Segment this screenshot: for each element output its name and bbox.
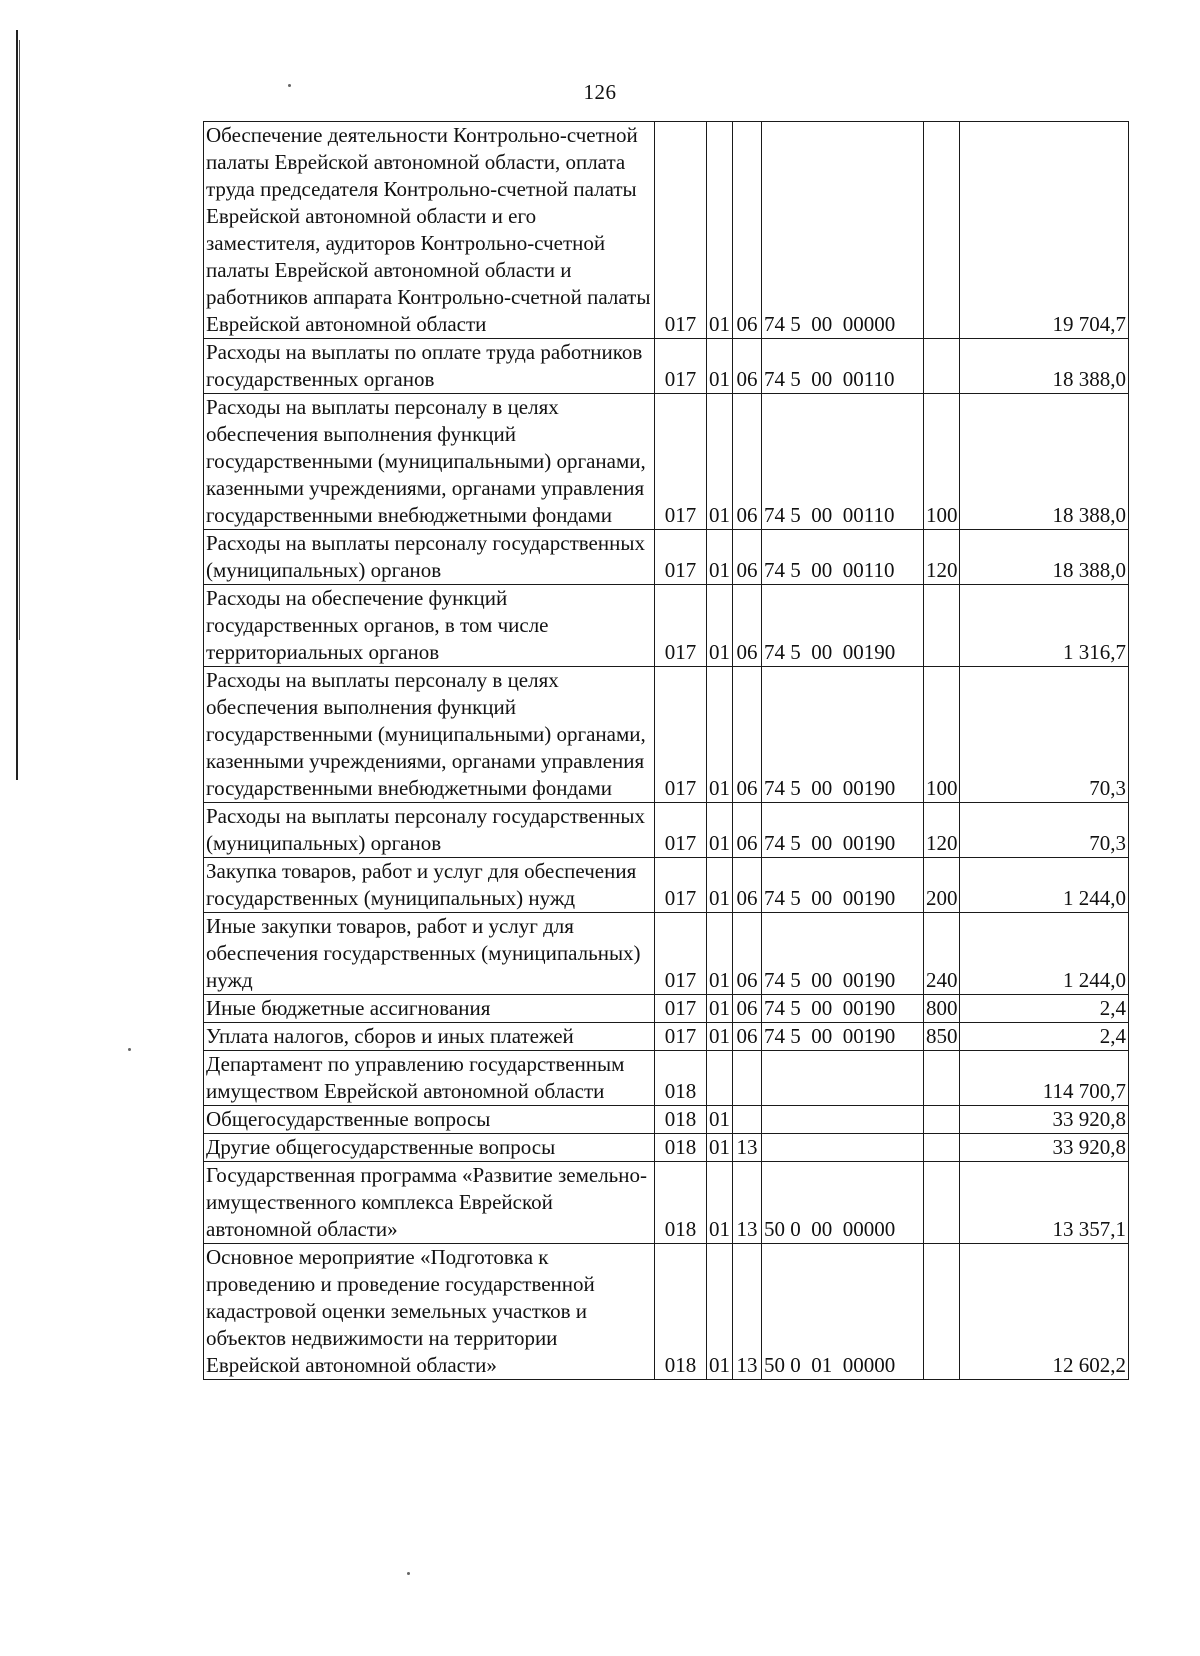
expense-type-cell	[924, 585, 960, 667]
target-article-cell	[762, 1051, 924, 1106]
table-row	[204, 858, 1129, 913]
grbs-cell: 017	[655, 394, 707, 530]
amount-cell: 70,3	[960, 803, 1129, 858]
expense-type-cell	[924, 1106, 960, 1134]
expense-type-cell: 100	[924, 394, 960, 530]
grbs-cell: 018	[655, 1244, 707, 1380]
target-article-cell: 74 5 00 00110	[762, 339, 924, 394]
grbs-cell: 017	[655, 530, 707, 585]
row-name-cell: Иные бюджетные ассигнования	[204, 995, 655, 1023]
grbs-cell: 017	[655, 1023, 707, 1051]
section-cell: 01	[707, 1106, 733, 1134]
scan-speck	[407, 1572, 410, 1575]
expense-type-cell: 240	[924, 913, 960, 995]
section-cell: 01	[707, 803, 733, 858]
expense-type-cell	[924, 339, 960, 394]
amount-cell: 114 700,7	[960, 1051, 1129, 1106]
target-article-cell	[762, 1106, 924, 1134]
subsection-cell: 06	[733, 122, 762, 339]
amount-cell: 13 357,1	[960, 1162, 1129, 1244]
row-name-cell: Расходы на выплаты персоналу государственных (муниципальных) органов	[204, 530, 655, 585]
amount-cell: 33 920,8	[960, 1134, 1129, 1162]
section-cell: 01	[707, 122, 733, 339]
table-row	[204, 339, 1129, 394]
target-article-cell: 74 5 00 00190	[762, 995, 924, 1023]
section-cell: 01	[707, 995, 733, 1023]
table-row	[204, 995, 1129, 1023]
subsection-cell: 06	[733, 1023, 762, 1051]
row-name-cell: Закупка товаров, работ и услуг для обеспечения государственных (муниципальных) нужд	[204, 858, 655, 913]
scan-margin-line-thin	[19, 40, 20, 640]
amount-cell: 1 244,0	[960, 913, 1129, 995]
scan-margin-line	[16, 30, 18, 780]
section-cell: 01	[707, 530, 733, 585]
target-article-cell: 74 5 00 00110	[762, 394, 924, 530]
grbs-cell: 017	[655, 803, 707, 858]
row-name-cell: Государственная программа «Развитие земельно-имущественного комплекса Еврейской автономной области»	[204, 1162, 655, 1244]
table-row	[204, 913, 1129, 995]
expense-type-cell	[924, 1134, 960, 1162]
subsection-cell: 06	[733, 530, 762, 585]
amount-cell: 33 920,8	[960, 1106, 1129, 1134]
amount-cell: 12 602,2	[960, 1244, 1129, 1380]
subsection-cell	[733, 1051, 762, 1106]
table-row	[204, 1106, 1129, 1134]
subsection-cell: 06	[733, 803, 762, 858]
expense-type-cell	[924, 1051, 960, 1106]
grbs-cell: 017	[655, 995, 707, 1023]
subsection-cell: 06	[733, 394, 762, 530]
subsection-cell: 06	[733, 913, 762, 995]
table-row	[204, 667, 1129, 803]
table-row	[204, 585, 1129, 667]
amount-cell: 1 316,7	[960, 585, 1129, 667]
grbs-cell: 018	[655, 1134, 707, 1162]
row-name-cell: Основное мероприятие «Подготовка к проведению и проведение государственной кадастровой оценки земельных участков и объектов недвижимости на территории Еврейской автономной области»	[204, 1244, 655, 1380]
amount-cell: 19 704,7	[960, 122, 1129, 339]
grbs-cell: 018	[655, 1051, 707, 1106]
section-cell: 01	[707, 1244, 733, 1380]
expense-type-cell: 800	[924, 995, 960, 1023]
table-row	[204, 1051, 1129, 1106]
subsection-cell: 13	[733, 1244, 762, 1380]
subsection-cell: 06	[733, 585, 762, 667]
section-cell: 01	[707, 394, 733, 530]
table-row	[204, 1134, 1129, 1162]
target-article-cell: 74 5 00 00000	[762, 122, 924, 339]
grbs-cell: 017	[655, 667, 707, 803]
subsection-cell: 06	[733, 339, 762, 394]
budget-table-body	[204, 122, 1129, 1380]
subsection-cell: 13	[733, 1162, 762, 1244]
target-article-cell: 74 5 00 00190	[762, 913, 924, 995]
target-article-cell: 74 5 00 00190	[762, 1023, 924, 1051]
amount-cell: 1 244,0	[960, 858, 1129, 913]
row-name-cell: Расходы на выплаты персоналу в целях обеспечения выполнения функций государственными (муниципальными) органами, казенными учреждениями, органами управления государственными внебюджетными фондами	[204, 667, 655, 803]
section-cell: 01	[707, 1023, 733, 1051]
subsection-cell: 06	[733, 667, 762, 803]
row-name-cell: Обеспечение деятельности Контрольно-счетной палаты Еврейской автономной области, оплата труда председателя Контрольно-счетной палаты Еврейской автономной области и его заместителя, аудиторов Контрольно-счетной палаты Еврейской автономной области и работников аппарата Контрольно-счетной палаты Еврейской автономной области	[204, 122, 655, 339]
target-article-cell: 74 5 00 00190	[762, 585, 924, 667]
expense-type-cell: 100	[924, 667, 960, 803]
subsection-cell	[733, 1106, 762, 1134]
section-cell: 01	[707, 1162, 733, 1244]
page-number: 126	[583, 80, 617, 104]
target-article-cell: 74 5 00 00190	[762, 858, 924, 913]
section-cell: 01	[707, 339, 733, 394]
table-row	[204, 1244, 1129, 1380]
target-article-cell: 50 0 00 00000	[762, 1162, 924, 1244]
subsection-cell: 06	[733, 858, 762, 913]
row-name-cell: Расходы на выплаты персоналу государственных (муниципальных) органов	[204, 803, 655, 858]
expense-type-cell	[924, 122, 960, 339]
section-cell: 01	[707, 667, 733, 803]
table-row	[204, 122, 1129, 339]
expense-type-cell	[924, 1162, 960, 1244]
section-cell: 01	[707, 858, 733, 913]
expense-type-cell: 120	[924, 803, 960, 858]
row-name-cell: Расходы на выплаты персоналу в целях обеспечения выполнения функций государственными (муниципальными) органами, казенными учреждениями, органами управления государственными внебюджетными фондами	[204, 394, 655, 530]
amount-cell: 18 388,0	[960, 530, 1129, 585]
grbs-cell: 017	[655, 585, 707, 667]
section-cell: 01	[707, 1134, 733, 1162]
section-cell: 01	[707, 585, 733, 667]
grbs-cell: 017	[655, 122, 707, 339]
row-name-cell: Уплата налогов, сборов и иных платежей	[204, 1023, 655, 1051]
grbs-cell: 017	[655, 913, 707, 995]
grbs-cell: 018	[655, 1162, 707, 1244]
target-article-cell: 74 5 00 00110	[762, 530, 924, 585]
table-row	[204, 803, 1129, 858]
section-cell: 01	[707, 913, 733, 995]
grbs-cell: 017	[655, 858, 707, 913]
expense-type-cell: 200	[924, 858, 960, 913]
subsection-cell: 06	[733, 995, 762, 1023]
row-name-cell: Департамент по управлению государственным имуществом Еврейской автономной области	[204, 1051, 655, 1106]
section-cell	[707, 1051, 733, 1106]
target-article-cell	[762, 1134, 924, 1162]
table-row	[204, 394, 1129, 530]
grbs-cell: 017	[655, 339, 707, 394]
grbs-cell: 018	[655, 1106, 707, 1134]
row-name-cell: Расходы на выплаты по оплате труда работников государственных органов	[204, 339, 655, 394]
amount-cell: 2,4	[960, 1023, 1129, 1051]
row-name-cell: Расходы на обеспечение функций государственных органов, в том числе территориальных органов	[204, 585, 655, 667]
amount-cell: 70,3	[960, 667, 1129, 803]
scan-speck	[128, 1048, 131, 1051]
row-name-cell: Общегосударственные вопросы	[204, 1106, 655, 1134]
table-row	[204, 530, 1129, 585]
row-name-cell: Иные закупки товаров, работ и услуг для обеспечения государственных (муниципальных) нужд	[204, 913, 655, 995]
target-article-cell: 50 0 01 00000	[762, 1244, 924, 1380]
table-row	[204, 1023, 1129, 1051]
expense-type-cell: 120	[924, 530, 960, 585]
amount-cell: 2,4	[960, 995, 1129, 1023]
target-article-cell: 74 5 00 00190	[762, 803, 924, 858]
budget-table	[203, 121, 1129, 1380]
table-row	[204, 1162, 1129, 1244]
amount-cell: 18 388,0	[960, 339, 1129, 394]
subsection-cell: 13	[733, 1134, 762, 1162]
expense-type-cell: 850	[924, 1023, 960, 1051]
expense-type-cell	[924, 1244, 960, 1380]
amount-cell: 18 388,0	[960, 394, 1129, 530]
row-name-cell: Другие общегосударственные вопросы	[204, 1134, 655, 1162]
target-article-cell: 74 5 00 00190	[762, 667, 924, 803]
